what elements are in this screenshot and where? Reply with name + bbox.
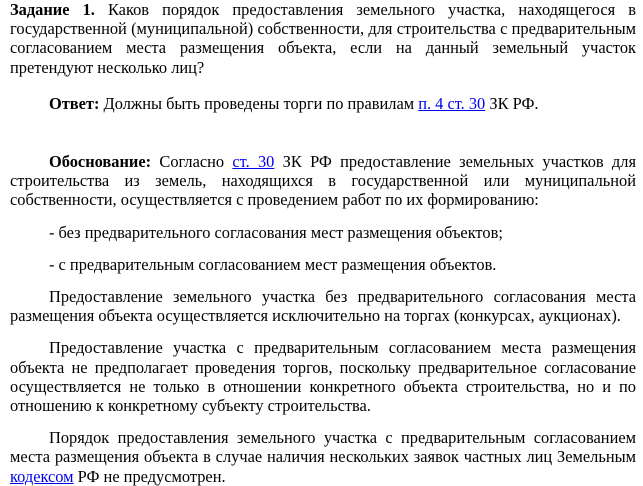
basis-text-before: Согласно <box>151 152 233 172</box>
list-item: - без предварительного согласования мест размещения объектов; <box>49 222 503 242</box>
answer-paragraph <box>10 94 636 113</box>
body-paragraph: Предоставление участка с предварительным согласованием места размещения объекта не предполагает проведения торгов, поскольку предварительное согласование осуществляется не только в отношении конкретного объекта строительства, но и по отношению к конкретному субъекту строительства. <box>10 338 636 416</box>
body-paragraph-last <box>10 428 636 486</box>
task-text: Каков порядок предоставления земельного участка, находящегося в государственной (муниципальной) собственности, для строительства с предварительным согласованием места размещения объекта, если на данный земельный участок претендуют несколько лиц? <box>10 0 636 77</box>
code-link[interactable]: кодексом <box>10 466 74 486</box>
p3-text-after: РФ не предусмотрен. <box>73 466 226 486</box>
answer-link-law-article[interactable]: п. 4 ст. 30 <box>418 93 486 113</box>
basis-label: Обоснование: <box>49 152 152 172</box>
task-label: Задание 1. <box>10 0 95 19</box>
list-item: - с предварительным согласованием мест размещения объектов. <box>49 254 497 274</box>
basis-link-law-article[interactable]: ст. 30 <box>232 152 275 172</box>
p3-text-before: Порядок предоставления земельного участка с предварительным согласованием места размещения объекта в случае наличия нескольких заявок частных лиц Земельным <box>10 428 636 467</box>
document-page <box>10 0 636 486</box>
basis-text-after: ЗК РФ предоставление земельных участков для строительства из земель, находящихся в государственной или муниципальной собственности, осуществляется с проведением работ по их формированию: <box>10 152 636 210</box>
answer-label: Ответ: <box>49 93 100 113</box>
body-paragraph: Предоставление земельного участка без предварительного согласования места размещения объекта осуществляется исключительно на торгах (конкурсах, аукционах). <box>10 287 636 326</box>
answer-text-before: Должны быть проведены торги по правилам <box>99 93 419 113</box>
answer-text-after: ЗК РФ. <box>485 93 539 113</box>
basis-paragraph <box>10 152 636 210</box>
task-question <box>10 0 636 77</box>
